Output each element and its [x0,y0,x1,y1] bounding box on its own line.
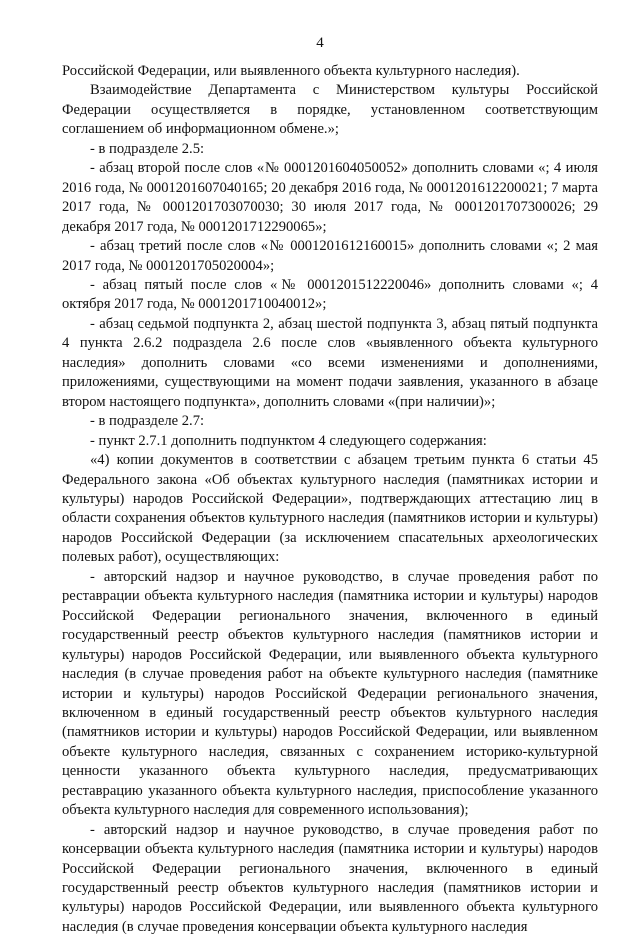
paragraph-point-2-7-1: - пункт 2.7.1 дополнить подпунктом 4 следующего содержания: [90,432,487,449]
paragraph-copies-documents: «4) копии документов в соответствии с абзацем третьим пункта 6 статьи 45 Федерального закона «Об объектах культурного наследия (памятниках истории и культуры) народов Российской Федерации», подтверждающих аттестацию лиц в области сохранения объектов культурного наследия (памятников истории и культуры) народов Российской Федерации (за исключением спасательных археологических полевых работ), осуществляющих: [62,452,598,566]
paragraph-interaction: Взаимодействие Департамента с Министерством культуры Российской Федерации осуществляется в порядке, установленном соответствующим соглашением об информационном обмене.»; [62,82,598,138]
paragraph-subsection-2-5: - в подразделе 2.5: [90,140,205,157]
paragraph-continuation: Российской Федерации, или выявленного объекта культурного наследия). [62,63,520,79]
paragraph-fifth-abzac: - абзац пятый после слов «№ 0001201512220046» дополнить словами «; 4 октября 2017 года, № 0001201710040012»; [62,276,598,313]
paragraph-third-abzac: - абзац третий после слов «№ 0001201612160015» дополнить словами «; 2 мая 2017 года, № 0001201705020004»; [62,238,598,274]
paragraph-seventh-abzac: - абзац седьмой подпункта 2, абзац шестой подпункта 3, абзац пятый подпункта 4 пункта 2.6.2 подраздела 2.6 после слов «выявленного объекта культурного наследия» дополнить словами «со всеми изменениями и дополнениями, приложениями, существующими на момент подачи заявления, указанного в абзаце втором настоящего подпункта», дополнить словами «(при наличии)»; [62,315,598,410]
document-body [62,62,598,937]
paragraph-restoration: - авторский надзор и научное руководство, в случае проведения работ по реставрации объекта культурного наследия (памятника истории и культуры) народов Российской Федерации регионального значения, включенного в единый государственный реестр объектов культурного наследия (памятников истории и культуры) народов Российской Федерации, или выявленного объекта культурного наследия (в случае проведения работ на объекте культурного наследия (памятнике истории и культуры) народов Российской Федерации регионального значения, включенном в единый государственный реестр объектов культурного наследия (памятников истории и культуры) народов Российской Федерации, или выявленном объекте культурного наследия, связанных с сохранением историко-культурной ценности указанного объекта культурного наследия, предусматривающих реставрацию указанного объекта культурного наследия, приспособление указанного объекта культурного наследия для современного использования); [62,568,598,819]
paragraph-second-abzac: - абзац второй после слов «№ 0001201604050052» дополнить словами «; 4 июля 2016 года, № 0001201607040165; 20 декабря 2016 года, № 0001201612200021; 7 марта 2017 года, № 0001201703070030; 30 июля 2017 года, № 0001201707300026; 29 декабря 2017 года, № 0001201712290065»; [62,160,598,235]
paragraph-subsection-2-7: - в подразделе 2.7: [90,413,205,430]
page-number: 4 [316,35,324,51]
paragraph-conservation: - авторский надзор и научное руководство, в случае проведения работ по консервации объекта культурного наследия (памятника истории и культуры) народов Российской Федерации регионального значения, включенного в единый государственный реестр объектов культурного наследия (памятников истории и культуры) народов Российской Федерации, или выявленного объекта культурного наследия (в случае проведения консервации объекта культурного наследия [62,821,598,935]
